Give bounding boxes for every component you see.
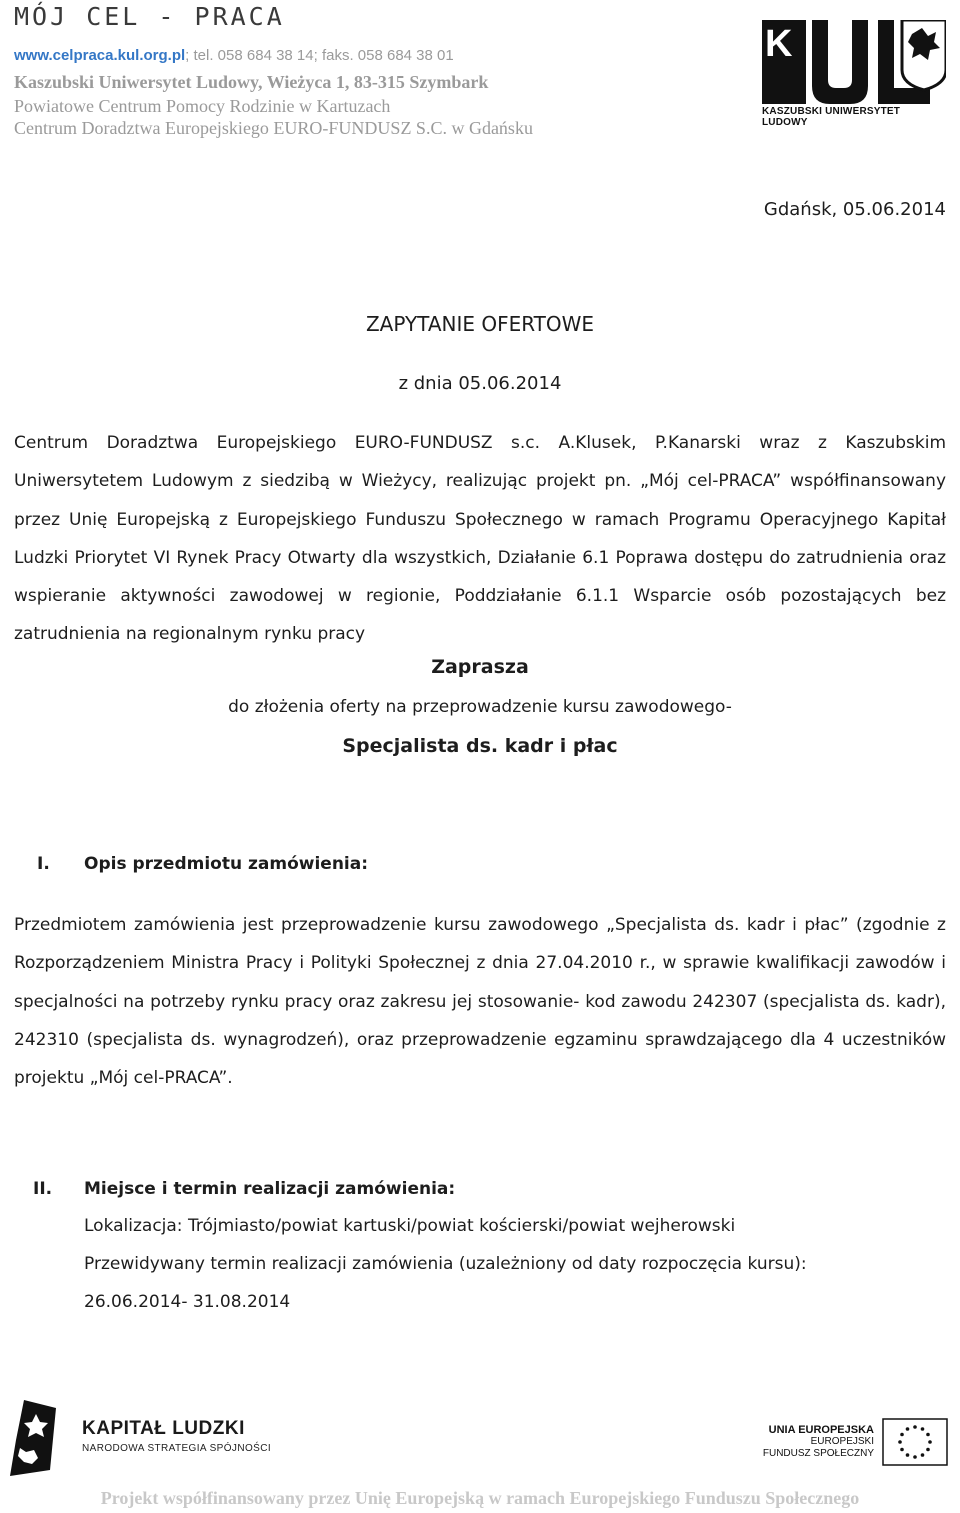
eu-star-icon — [913, 1455, 917, 1459]
eu-star-icon — [898, 1440, 902, 1444]
intro-paragraph: Centrum Doradztwa Europejskiego EURO-FUNDUSZ s.c. A.Klusek, P.Kanarski wraz z Kaszubskim Uniwersytetem Ludowym z siedzibą w Wieżycy, realizując projekt pn. „Mój cel-PRACA” współfinansowany przez Unię Europejską z Europejskiego Funduszu Społecznego w ramach Programu Operacyjnego Kapitał Ludzki Priorytet VI Rynek Pracy Otwarty dla wszystkich, Działanie 6.1 Poprawa dostępu do zatrudnienia oraz wspieranie aktywności zawodowej w regionie, Poddziałanie 6.1.1 Wsparcie osób pozostających bez zatrudnienia na regionalnym rynku pracy — [14, 433, 946, 645]
invite-heading: Zaprasza — [431, 656, 529, 678]
eu-label-line-1: UNIA EUROPEJSKA — [768, 1424, 874, 1436]
eu-star-icon — [900, 1448, 904, 1452]
eu-label-line-2: EUROPEJSKI — [810, 1436, 874, 1447]
document-title: ZAPYTANIE OFERTOWE — [365, 312, 595, 336]
organization-line-2: Powiatowe Centrum Pomocy Rodzinie w Kartuzach — [14, 96, 391, 116]
phone-fax: ; tel. 058 684 38 14; faks. 058 684 38 01 — [185, 47, 454, 64]
document-date: z dnia 05.06.2014 — [398, 373, 562, 394]
kapital-ludzki-name: KAPITAŁ LUDZKI — [82, 1418, 245, 1439]
organization-line-3: Centrum Doradztwa Europejskiego EURO-FUNDUSZ S.C. w Gdańsku — [14, 118, 533, 138]
eu-star-icon — [926, 1433, 930, 1437]
svg-text:K: K — [765, 23, 793, 65]
organization-line-1: Kaszubski Uniwersytet Ludowy, Wieżyca 1, 83-315 Szymbark — [14, 72, 489, 92]
eu-label-line-3: FUNDUSZ SPOŁECZNY — [762, 1448, 874, 1459]
term-line: Przewidywany termin realizacji zamówienia (uzależniony od daty rozpoczęcia kursu): — [84, 1254, 807, 1274]
section-title: Miejsce i termin realizacji zamówienia: — [84, 1179, 456, 1199]
contact-line — [14, 47, 454, 64]
section-number: I. — [37, 854, 50, 874]
eu-star-icon — [906, 1427, 910, 1431]
project-title: MÓJ CEL - PRACA — [14, 2, 285, 31]
place-date: Gdańsk, 05.06.2014 — [763, 199, 946, 220]
section-title: Opis przedmiotu zamówienia: — [84, 854, 369, 874]
eu-star-icon — [921, 1427, 925, 1431]
kapital-ludzki-subtitle: NARODOWA STRATEGIA SPÓJNOŚCI — [82, 1443, 272, 1454]
eu-star-icon — [928, 1440, 932, 1444]
kapital-ludzki-logo-icon — [6, 1400, 64, 1476]
eu-flag-icon — [882, 1418, 948, 1466]
eu-star-icon — [900, 1433, 904, 1437]
eu-star-icon — [906, 1453, 910, 1457]
kul-logo-text: KASZUBSKI UNIWERSYTET LUDOWY — [762, 106, 901, 128]
invite-text: do złożenia oferty na przeprowadzenie kursu zawodowego- — [228, 697, 732, 717]
footer-note: Projekt współfinansowany przez Unię Europejską w ramach Europejskiego Funduszu Społecznego — [100, 1488, 860, 1508]
eu-star-icon — [926, 1448, 930, 1452]
eu-star-icon — [921, 1453, 925, 1457]
location-line: Lokalizacja: Trójmiasto/powiat kartuski/powiat kościerski/powiat wejherowski — [84, 1216, 736, 1236]
eu-label — [740, 1424, 874, 1460]
eu-star-icon — [913, 1425, 917, 1429]
section-number: II. — [33, 1179, 53, 1199]
section-paragraph: Przedmiotem zamówienia jest przeprowadzenie kursu zawodowego „Specjalista ds. kadr i płac” (zgodnie z Rozporządzeniem Ministra Pracy i Polityki Społecznej z dnia 27.04.2010 r., w sprawie kwalifikacji zawodów i specjalności na potrzeby rynku pracy oraz zakresu jej stosowanie- kod zawodu 242307 (specjalista ds. kadr), 242310 (specjalista ds. wynagrodzeń), oraz przeprowadzenie egzaminu sprawdzającego dla 4 uczestników projektu „Mój cel-PRACA”. — [14, 915, 946, 1089]
website-link[interactable]: www.celpraca.kul.org.pl — [14, 47, 186, 64]
course-name: Specjalista ds. kadr i płac — [342, 735, 618, 757]
term-dates: 26.06.2014- 31.08.2014 — [84, 1292, 291, 1312]
